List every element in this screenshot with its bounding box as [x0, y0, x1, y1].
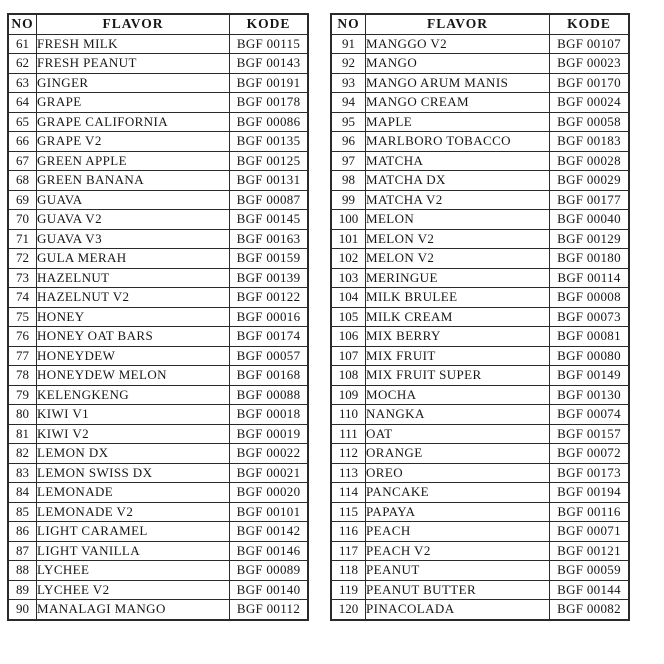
- kode-cell: BGF 00144: [550, 580, 630, 600]
- no-cell: 114: [331, 483, 366, 503]
- flavor-cell: PINACOLADA: [366, 600, 550, 620]
- no-cell: 115: [331, 502, 366, 522]
- kode-cell: BGF 00149: [550, 366, 630, 386]
- table-row: [331, 502, 629, 522]
- kode-cell: BGF 00101: [230, 502, 309, 522]
- flavor-cell: OREO: [366, 463, 550, 483]
- kode-cell: BGF 00116: [550, 502, 630, 522]
- kode-cell: BGF 00040: [550, 210, 630, 230]
- no-cell: 97: [331, 151, 366, 171]
- flavor-table-left: [7, 13, 309, 621]
- no-cell: 96: [331, 132, 366, 152]
- flavor-cell: PAPAYA: [366, 502, 550, 522]
- table-row: [8, 132, 308, 152]
- no-cell: 102: [331, 249, 366, 269]
- no-cell: 95: [331, 112, 366, 132]
- no-cell: 82: [8, 444, 37, 464]
- flavor-cell: PEANUT BUTTER: [366, 580, 550, 600]
- no-cell: 86: [8, 522, 37, 542]
- flavor-cell: MANGGO V2: [366, 34, 550, 54]
- no-cell: 69: [8, 190, 37, 210]
- table-row: [8, 346, 308, 366]
- table-row: [8, 288, 308, 308]
- table-row: [331, 522, 629, 542]
- kode-cell: BGF 00115: [230, 34, 309, 54]
- kode-cell: BGF 00057: [230, 346, 309, 366]
- table-row: [331, 600, 629, 620]
- kode-cell: BGF 00016: [230, 307, 309, 327]
- column-header-kode: KODE: [230, 14, 309, 34]
- table-row: [8, 522, 308, 542]
- flavor-cell: HONEYDEW MELON: [37, 366, 230, 386]
- flavor-cell: LIGHT CARAMEL: [37, 522, 230, 542]
- table-row: [8, 327, 308, 347]
- flavor-cell: GUAVA: [37, 190, 230, 210]
- flavor-cell: ORANGE: [366, 444, 550, 464]
- table-row: [331, 210, 629, 230]
- kode-cell: BGF 00170: [550, 73, 630, 93]
- kode-cell: BGF 00122: [230, 288, 309, 308]
- table-row: [331, 541, 629, 561]
- no-cell: 98: [331, 171, 366, 191]
- no-cell: 79: [8, 385, 37, 405]
- flavor-cell: MANGO CREAM: [366, 93, 550, 113]
- no-cell: 92: [331, 54, 366, 74]
- flavor-cell: MATCHA: [366, 151, 550, 171]
- kode-cell: BGF 00178: [230, 93, 309, 113]
- no-cell: 103: [331, 268, 366, 288]
- kode-cell: BGF 00081: [550, 327, 630, 347]
- table-row: [331, 366, 629, 386]
- table-row: [331, 93, 629, 113]
- kode-cell: BGF 00129: [550, 229, 630, 249]
- kode-cell: BGF 00087: [230, 190, 309, 210]
- no-cell: 61: [8, 34, 37, 54]
- no-cell: 106: [331, 327, 366, 347]
- no-cell: 111: [331, 424, 366, 444]
- kode-cell: BGF 00008: [550, 288, 630, 308]
- no-cell: 120: [331, 600, 366, 620]
- kode-cell: BGF 00140: [230, 580, 309, 600]
- kode-cell: BGF 00089: [230, 561, 309, 581]
- kode-cell: BGF 00112: [230, 600, 309, 620]
- kode-cell: BGF 00173: [550, 463, 630, 483]
- table-row: [331, 229, 629, 249]
- flavor-cell: MIX BERRY: [366, 327, 550, 347]
- no-cell: 89: [8, 580, 37, 600]
- table-row: [8, 405, 308, 425]
- table-row: [331, 268, 629, 288]
- table-row: [8, 580, 308, 600]
- no-cell: 91: [331, 34, 366, 54]
- kode-cell: BGF 00086: [230, 112, 309, 132]
- flavor-cell: MIX FRUIT SUPER: [366, 366, 550, 386]
- column-header-flavor: FLAVOR: [37, 14, 230, 34]
- flavor-cell: GRAPE V2: [37, 132, 230, 152]
- kode-cell: BGF 00074: [550, 405, 630, 425]
- table-row: [8, 307, 308, 327]
- flavor-cell: MELON V2: [366, 249, 550, 269]
- flavor-cell: OAT: [366, 424, 550, 444]
- no-cell: 112: [331, 444, 366, 464]
- table-row: [8, 190, 308, 210]
- flavor-cell: PEACH: [366, 522, 550, 542]
- kode-cell: BGF 00059: [550, 561, 630, 581]
- table-row: [8, 268, 308, 288]
- flavor-cell: LYCHEE: [37, 561, 230, 581]
- kode-cell: BGF 00174: [230, 327, 309, 347]
- no-cell: 101: [331, 229, 366, 249]
- table-row: [331, 424, 629, 444]
- table-row: [331, 288, 629, 308]
- table-row: [8, 483, 308, 503]
- flavor-cell: MANGO ARUM MANIS: [366, 73, 550, 93]
- flavor-cell: GREEN BANANA: [37, 171, 230, 191]
- flavor-table-right: [330, 13, 630, 621]
- kode-cell: BGF 00135: [230, 132, 309, 152]
- flavor-cell: FRESH PEANUT: [37, 54, 230, 74]
- flavor-cell: GUAVA V2: [37, 210, 230, 230]
- kode-cell: BGF 00130: [550, 385, 630, 405]
- no-cell: 65: [8, 112, 37, 132]
- kode-cell: BGF 00183: [550, 132, 630, 152]
- flavor-cell: HONEY OAT BARS: [37, 327, 230, 347]
- no-cell: 84: [8, 483, 37, 503]
- table-row: [8, 249, 308, 269]
- table-row: [8, 600, 308, 620]
- table-row: [8, 34, 308, 54]
- no-cell: 88: [8, 561, 37, 581]
- table-row: [8, 210, 308, 230]
- no-cell: 105: [331, 307, 366, 327]
- kode-cell: BGF 00021: [230, 463, 309, 483]
- table-row: [8, 93, 308, 113]
- no-cell: 73: [8, 268, 37, 288]
- kode-cell: BGF 00131: [230, 171, 309, 191]
- kode-cell: BGF 00159: [230, 249, 309, 269]
- kode-cell: BGF 00071: [550, 522, 630, 542]
- kode-cell: BGF 00194: [550, 483, 630, 503]
- no-cell: 81: [8, 424, 37, 444]
- table-row: [8, 171, 308, 191]
- kode-cell: BGF 00143: [230, 54, 309, 74]
- no-cell: 75: [8, 307, 37, 327]
- table-row: [8, 463, 308, 483]
- no-cell: 116: [331, 522, 366, 542]
- table-row: [8, 561, 308, 581]
- kode-cell: BGF 00058: [550, 112, 630, 132]
- flavor-cell: MARLBORO TOBACCO: [366, 132, 550, 152]
- flavor-cell: GRAPE: [37, 93, 230, 113]
- flavor-cell: LEMON SWISS DX: [37, 463, 230, 483]
- kode-cell: BGF 00020: [230, 483, 309, 503]
- flavor-cell: PEACH V2: [366, 541, 550, 561]
- kode-cell: BGF 00121: [550, 541, 630, 561]
- column-header-flavor: FLAVOR: [366, 14, 550, 34]
- table-row: [331, 346, 629, 366]
- flavor-cell: MELON: [366, 210, 550, 230]
- flavor-cell: KIWI V1: [37, 405, 230, 425]
- flavor-cell: MILK CREAM: [366, 307, 550, 327]
- kode-cell: BGF 00080: [550, 346, 630, 366]
- flavor-cell: MAPLE: [366, 112, 550, 132]
- header-row: [331, 14, 629, 34]
- table-row: [331, 463, 629, 483]
- flavor-cell: HAZELNUT: [37, 268, 230, 288]
- header-row: [8, 14, 308, 34]
- no-cell: 100: [331, 210, 366, 230]
- table-row: [8, 385, 308, 405]
- no-cell: 66: [8, 132, 37, 152]
- table-row: [331, 151, 629, 171]
- table-row: [8, 73, 308, 93]
- no-cell: 64: [8, 93, 37, 113]
- kode-cell: BGF 00114: [550, 268, 630, 288]
- column-header-no: NO: [8, 14, 37, 34]
- kode-cell: BGF 00145: [230, 210, 309, 230]
- no-cell: 108: [331, 366, 366, 386]
- no-cell: 83: [8, 463, 37, 483]
- flavor-cell: HONEYDEW: [37, 346, 230, 366]
- kode-cell: BGF 00157: [550, 424, 630, 444]
- table-row: [331, 249, 629, 269]
- flavor-cell: LEMONADE V2: [37, 502, 230, 522]
- no-cell: 118: [331, 561, 366, 581]
- table-row: [331, 405, 629, 425]
- table-row: [8, 502, 308, 522]
- kode-cell: BGF 00088: [230, 385, 309, 405]
- table-row: [331, 54, 629, 74]
- kode-cell: BGF 00191: [230, 73, 309, 93]
- no-cell: 113: [331, 463, 366, 483]
- no-cell: 104: [331, 288, 366, 308]
- no-cell: 77: [8, 346, 37, 366]
- flavor-cell: GULA MERAH: [37, 249, 230, 269]
- no-cell: 74: [8, 288, 37, 308]
- table-row: [331, 580, 629, 600]
- flavor-cell: LEMON DX: [37, 444, 230, 464]
- column-header-kode: KODE: [550, 14, 630, 34]
- kode-cell: BGF 00024: [550, 93, 630, 113]
- kode-cell: BGF 00022: [230, 444, 309, 464]
- table-row: [8, 112, 308, 132]
- flavor-cell: MILK BRULEE: [366, 288, 550, 308]
- table-row: [331, 444, 629, 464]
- flavor-cell: LIGHT VANILLA: [37, 541, 230, 561]
- kode-cell: BGF 00139: [230, 268, 309, 288]
- no-cell: 62: [8, 54, 37, 74]
- table-row: [8, 366, 308, 386]
- flavor-cell: MIX FRUIT: [366, 346, 550, 366]
- kode-cell: BGF 00082: [550, 600, 630, 620]
- flavor-cell: GRAPE CALIFORNIA: [37, 112, 230, 132]
- kode-cell: BGF 00029: [550, 171, 630, 191]
- kode-cell: BGF 00019: [230, 424, 309, 444]
- table-row: [331, 190, 629, 210]
- kode-cell: BGF 00142: [230, 522, 309, 542]
- no-cell: 71: [8, 229, 37, 249]
- no-cell: 90: [8, 600, 37, 620]
- no-cell: 93: [331, 73, 366, 93]
- flavor-cell: PEANUT: [366, 561, 550, 581]
- table-row: [8, 541, 308, 561]
- table-row: [8, 54, 308, 74]
- flavor-cell: LEMONADE: [37, 483, 230, 503]
- kode-cell: BGF 00072: [550, 444, 630, 464]
- table-row: [331, 307, 629, 327]
- no-cell: 119: [331, 580, 366, 600]
- kode-cell: BGF 00125: [230, 151, 309, 171]
- table-row: [8, 444, 308, 464]
- table-row: [331, 73, 629, 93]
- no-cell: 70: [8, 210, 37, 230]
- no-cell: 117: [331, 541, 366, 561]
- flavor-cell: HONEY: [37, 307, 230, 327]
- no-cell: 78: [8, 366, 37, 386]
- no-cell: 67: [8, 151, 37, 171]
- flavor-cell: MERINGUE: [366, 268, 550, 288]
- table-row: [331, 112, 629, 132]
- flavor-cell: PANCAKE: [366, 483, 550, 503]
- kode-cell: BGF 00180: [550, 249, 630, 269]
- no-cell: 94: [331, 93, 366, 113]
- kode-cell: BGF 00107: [550, 34, 630, 54]
- kode-cell: BGF 00177: [550, 190, 630, 210]
- no-cell: 87: [8, 541, 37, 561]
- flavor-cell: GUAVA V3: [37, 229, 230, 249]
- kode-cell: BGF 00163: [230, 229, 309, 249]
- flavor-cell: MANGO: [366, 54, 550, 74]
- flavor-cell: LYCHEE V2: [37, 580, 230, 600]
- no-cell: 110: [331, 405, 366, 425]
- no-cell: 72: [8, 249, 37, 269]
- flavor-cell: NANGKA: [366, 405, 550, 425]
- flavor-cell: KIWI V2: [37, 424, 230, 444]
- kode-cell: BGF 00146: [230, 541, 309, 561]
- table-row: [331, 327, 629, 347]
- no-cell: 107: [331, 346, 366, 366]
- table-row: [331, 483, 629, 503]
- table-row: [8, 229, 308, 249]
- table-row: [331, 385, 629, 405]
- no-cell: 85: [8, 502, 37, 522]
- kode-cell: BGF 00023: [550, 54, 630, 74]
- kode-cell: BGF 00018: [230, 405, 309, 425]
- table-row: [8, 151, 308, 171]
- kode-cell: BGF 00073: [550, 307, 630, 327]
- flavor-cell: MATCHA DX: [366, 171, 550, 191]
- no-cell: 68: [8, 171, 37, 191]
- no-cell: 109: [331, 385, 366, 405]
- table-row: [8, 424, 308, 444]
- flavor-cell: GREEN APPLE: [37, 151, 230, 171]
- flavor-cell: HAZELNUT V2: [37, 288, 230, 308]
- flavor-cell: MELON V2: [366, 229, 550, 249]
- no-cell: 80: [8, 405, 37, 425]
- flavor-cell: MANALAGI MANGO: [37, 600, 230, 620]
- flavor-cell: MOCHA: [366, 385, 550, 405]
- no-cell: 99: [331, 190, 366, 210]
- flavor-cell: FRESH MILK: [37, 34, 230, 54]
- table-row: [331, 132, 629, 152]
- flavor-cell: GINGER: [37, 73, 230, 93]
- flavor-cell: MATCHA V2: [366, 190, 550, 210]
- no-cell: 76: [8, 327, 37, 347]
- column-header-no: NO: [331, 14, 366, 34]
- no-cell: 63: [8, 73, 37, 93]
- kode-cell: BGF 00168: [230, 366, 309, 386]
- table-row: [331, 171, 629, 191]
- kode-cell: BGF 00028: [550, 151, 630, 171]
- table-row: [331, 34, 629, 54]
- flavor-cell: KELENGKENG: [37, 385, 230, 405]
- table-row: [331, 561, 629, 581]
